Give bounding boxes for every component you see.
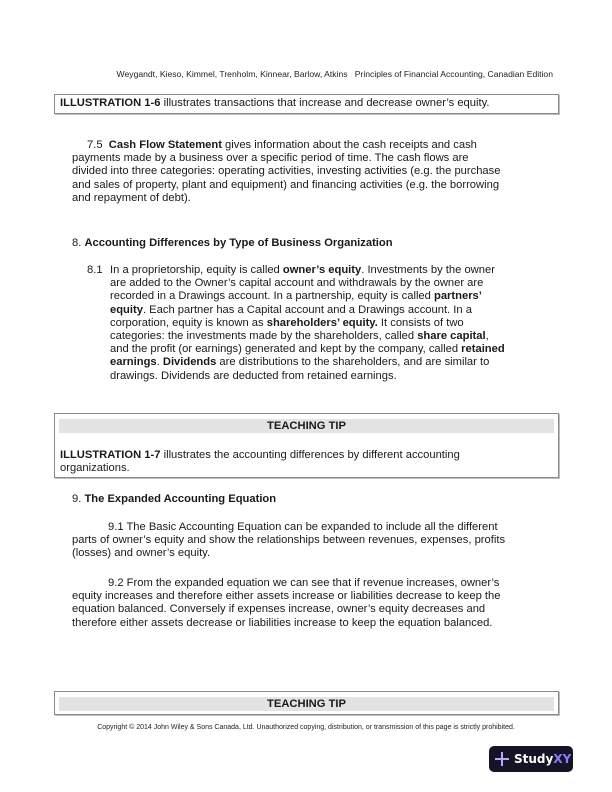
header-authors: Weygandt, Kieso, Kimmel, Trenholm, Kinnear, Barlow, Atkins [116,69,348,79]
illustration-1-7-label: ILLUSTRATION 1-7 [60,449,161,461]
section-7-5-number: 7.5 [87,139,103,151]
section-9-1: 9.1 The Basic Accounting Equation can be expanded to include all the different parts of owner’s equity and show the relationships between revenues, expenses, profits (losses) and owner’s equity. [72,521,506,560]
studyxy-badge[interactable] [489,746,573,772]
teaching-tip-title-2: TEACHING TIP [59,697,554,711]
section-8-number: 8. [72,237,82,249]
section-9-heading [72,493,276,505]
section-8-heading [72,237,393,249]
teaching-tip-body: ILLUSTRATION 1-7 illustrates the accounting differences by different accounting organizations. [60,449,460,475]
illustration-1-6-text: ILLUSTRATION 1-6 illustrates transactions that increase and decrease owner’s equity. [60,97,490,109]
illustration-1-6-box [54,94,559,114]
section-7-5: 7.5 Cash Flow Statement gives information about the cash receipts and cash payments made by a business over a specific period of time. The cash flows are divided into three categories: operating activities, investing activities (e.g. the purchase and sales of property, plant and equipment) and financing activities (e.g. the borrowing and repayment of debt). [72,139,501,204]
brand-name: StudyXY [514,752,572,766]
section-8-1-body: In a proprietorship, equity is called owner’s equity. Investments by the owner are added to the Owner’s capital account and withdrawals by the owner are recorded in a Drawings account. In a partnership, equity is called partners’ equity. Each partner has a Capital account and a Drawings account. In a corporation, equity is known as shareholders’ equity. It consists of two categories: the investments made by the shareholders, called share capital, and the profit (or earnings) generated and kept by the company, called retained earnings. Dividends are distributions to the shareholders, and are similar to drawings. Dividends are deducted from retained earnings. [110,264,505,382]
teaching-tip-box-1 [54,413,559,478]
illustration-1-6-label: ILLUSTRATION 1-6 [60,97,161,109]
copyright-footer: Copyright © 2014 John Wiley & Sons Canada, Ltd. Unauthorized copying, distribution, or transmission of this page is strictly prohibited. [97,724,515,731]
section-7-5-term: Cash Flow Statement [108,139,222,151]
teaching-tip-title: TEACHING TIP [59,419,554,433]
plus-icon [495,752,509,766]
header-book-title: Principles of Financial Accounting, Canadian Edition [354,69,553,79]
section-9-number: 9. [72,493,82,505]
section-9-title: The Expanded Accounting Equation [84,493,277,505]
section-8-1-number: 8.1 [87,264,103,276]
teaching-tip-box-2 [54,691,559,715]
running-header [0,69,553,79]
section-9-2: 9.2 From the expanded equation we can see that if revenue increases, owner’s equity increases and therefore either assets increase or liabilities decrease to keep the equation balanced. Conversely if expenses increase, owner’s equity decreases and therefore either assets decrease or liabilities increase to keep the equation balanced. [72,577,501,629]
section-8-title: Accounting Differences by Type of Business Organization [84,237,393,249]
